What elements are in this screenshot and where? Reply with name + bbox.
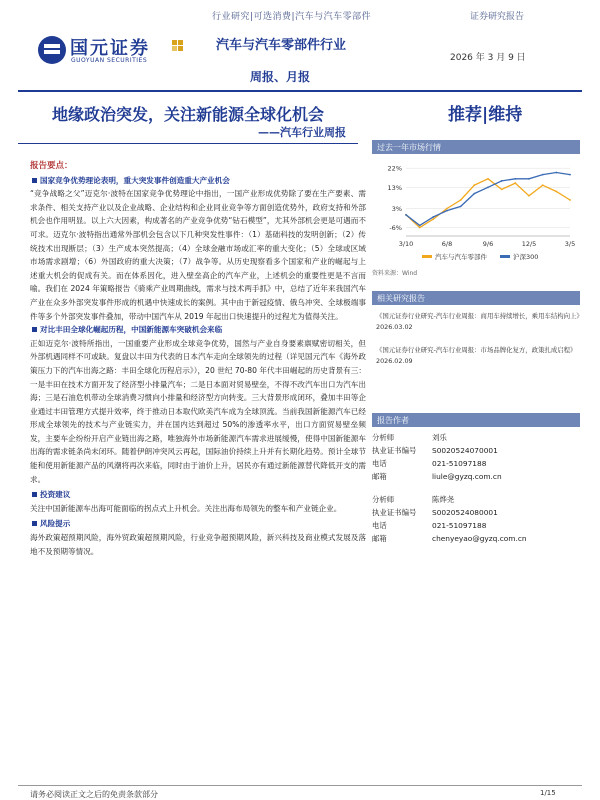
logo-text-cn: 国元证券 — [70, 38, 150, 59]
related-report[interactable]: 《国元证券行业研究-汽车行业周报：市场品牌化复方，政策扎成启程》2026.02.09 — [376, 346, 577, 365]
chart-point — [419, 227, 421, 229]
chart-y-tick-label: 13% — [387, 183, 402, 192]
chart-series-line — [406, 173, 570, 226]
header-divider — [18, 90, 582, 92]
chart-y-tick-label: 22% — [387, 164, 402, 173]
chart-point — [432, 218, 434, 220]
chart-y-tick-label: 3% — [391, 204, 402, 213]
analyst-cert-row: 执业证书编号 S0020524080001 — [372, 508, 498, 517]
section-heading-3: 投资建议 — [30, 488, 366, 502]
chart-point — [528, 195, 530, 197]
report-subtitle: ——汽车行业周报 — [258, 126, 346, 139]
chart-point — [569, 199, 571, 201]
report-date: 2026 年 3 月 9 日 — [450, 53, 526, 63]
chart-point — [473, 193, 475, 195]
analyst-list — [372, 431, 580, 545]
chart-point — [514, 178, 516, 180]
logo-emblem-icon — [38, 36, 66, 64]
analyst-heading: 报告作者 — [372, 413, 580, 427]
chart-point — [405, 214, 407, 216]
report-type: 证券研究报告 — [470, 12, 525, 22]
section-paragraph-2: 正如迈克尔·波特所指出，一国重要产业形成全球竞争优势，国然与产业自身要素禀赋密切相关，但外部机遇同样不可或缺。复盘以丰田为代表的日本汽车走向全球领先的过程（详见国元汽车《海外政策压力下的汽车出海之路：丰田全球化历程启示》），20 世纪 70-80 年代丰田崛起的历史背景有三：一是丰田在技术方面开发了经济型小排量汽车；二是日本面对贸易壁垒，不得不改汽车出口为汽车出海；三是石油危机带动全球消费习惯向小排量和经济型方向转变。三大背景形成闭环，叠加丰田等企业通过丰田管理方式提升效率，终于推动日本取代欧美汽车成为全球顶流。当前我国新能源汽车已经形成全球领先的技术与产业链实力，并在国内达到超过 50%的渗透率水平，出口方面贸易壁垒频发，主要车企纷纷开启产业链出海之路，唯独海外市场新能源汽车需求进展缓慢，使得中国新能源车出海的需求链条尚未闭环。随着伊朗冲突风云再起，国际油价持续上升并有长期化趋势。预计全球节能和使用新能源产品的风潮将再次来临，同时由于油价上升，居民亦有通过新能源替代降低开支的需求。 — [30, 338, 366, 484]
section-heading-4: 风险提示 — [30, 517, 366, 531]
chart-point — [419, 225, 421, 227]
company-logo — [38, 34, 188, 70]
chart-legend-swatch — [422, 255, 432, 258]
points-heading: 报告要点： — [30, 161, 73, 171]
related-report[interactable]: 《国元证券行业研究-汽车行业周报：商用车持续增长，乘用车结构向上》2026.03.02 — [376, 312, 580, 331]
chart-point — [569, 174, 571, 176]
analyst-name-row: 分析师 刘乐 — [372, 433, 447, 442]
chart-point — [446, 208, 448, 210]
chart-point — [432, 216, 434, 218]
chart-point — [487, 186, 489, 188]
analyst-email-row[interactable]: 邮箱 chenyeyao@gyzq.com.cn — [372, 534, 527, 543]
report-periodic: 周报、月报 — [250, 70, 311, 84]
chart-series-line — [406, 179, 570, 228]
chart-x-tick-label: 12/5 — [521, 240, 537, 248]
section-heading-2: 对比丰田全球化崛起历程，中国新能源车突破机会来临 — [30, 323, 366, 337]
chart-legend-label: 沪深300 — [513, 253, 539, 261]
chart-point — [542, 174, 544, 176]
chart-point — [555, 191, 557, 193]
rating: 推荐|维持 — [448, 105, 523, 125]
footer-disclaimer: 请务必阅读正文之后的免责条款部分 — [30, 790, 158, 799]
analyst-email-row[interactable]: 邮箱 liule@gyzq.com.cn — [372, 472, 502, 481]
sidebar — [372, 140, 580, 545]
chart-x-tick-label: 3/5 — [564, 240, 576, 248]
report-main-title: 地缘政治突发，关注新能源全球化机会 — [52, 105, 325, 124]
chart-legend-label: 汽车与汽车零部件 — [435, 253, 487, 261]
page-number: 1/15 — [540, 789, 556, 797]
section-heading-1: 国家竞争优势理论表明，重大突发事件创造重大产业机会 — [30, 174, 366, 188]
logo-text-en: GUOYUAN SECURITIES — [71, 57, 148, 64]
chart-point — [514, 182, 516, 184]
chart-x-tick-label: 9/6 — [482, 240, 494, 248]
chart-point — [487, 178, 489, 180]
industry-title: 汽车与汽车零部件行业 — [216, 38, 347, 53]
section-paragraph-1: “竞争战略之父”迈克尔·波特在国家竞争优势理论中指出，一国产业形成优势除了要在生产要素、需求条件、相关支持产业以及企业战略、企业结构和企业同业竞争等方面创造优势外，政府支持和外部机会也作用明显。以上六大因素，构成著名的产业竞争优势“钻石模型”，尤其外部机会更是可遇而不可求。迈克尔·波特指出通常外部机会包含以下几种突发性事件：（1）基础科技的发明创新；（2）传统技术出现断层；（3）生产成本突然提高；（4）全球金融市场或汇率的重大变化；（5）全球或区域市场需求剧增；（6）外国政府的重大决策；（7）战争等。从历史现察看多个国家和产业的崛起与上述重大机会的促成有关。而在体系因化，进入壁垒高企的汽车产业，上述机会的重要性更是不言而喻。我们在 2024 年策略报告《骑乘产业周期曲线，需求与技术两手抓》中，总结了近年来我国汽车产业在众多外部突发事件形成的机遇中快速成长的案例。其中由于新冠疫情、俄乌冲突、全球极端事件等多个外部突发事件叠加，带动中国汽车从 2019 年起出口快速提升的过程尤为值得关注。 — [30, 189, 366, 321]
chart-point — [460, 199, 462, 201]
analyst-cert-row: 执业证书编号 S0020524070001 — [372, 446, 498, 455]
section-paragraph-3: 关注中国新能源车出海可能面临的拐点式上升机会。关注出海布局领先的整车和产业链企业。 — [30, 503, 342, 513]
chart-x-tick-label: 3/10 — [398, 240, 414, 248]
analyst-phone-row: 电话 021-51097188 — [372, 459, 487, 468]
chart-point — [528, 178, 530, 180]
market-trend-chart — [372, 154, 580, 266]
header-category-links: 行业研究|可选消费|汽车与汽车零部件 — [212, 12, 372, 22]
logo-squares-icon — [172, 40, 186, 54]
chart-source: 资料来源：Wind — [372, 270, 418, 277]
chart-point — [555, 172, 557, 174]
analyst-name-row: 分析师 陈烨尧 — [372, 495, 455, 504]
chart-x-tick-label: 6/8 — [441, 240, 453, 248]
chart-point — [501, 189, 503, 191]
trend-heading: 过去一年市场行情 — [372, 140, 580, 154]
chart-point — [460, 205, 462, 207]
chart-point — [446, 210, 448, 212]
section-paragraph-4: 海外政策超预期风险，海外贸政策超预期风险，行业竞争超预期风险，新兴科技及商业模式发展及落地不及预期等情况。 — [30, 533, 366, 556]
report-body — [30, 160, 366, 558]
chart-y-tick-label: -6% — [389, 224, 402, 233]
footer-divider — [18, 785, 582, 786]
related-heading: 相关研究报告 — [372, 291, 580, 305]
chart-legend-swatch — [500, 255, 510, 258]
title-divider — [18, 143, 358, 144]
chart-point — [542, 184, 544, 186]
chart-point — [473, 184, 475, 186]
chart-point — [501, 180, 503, 182]
analyst-phone-row: 电话 021-51097188 — [372, 521, 487, 530]
